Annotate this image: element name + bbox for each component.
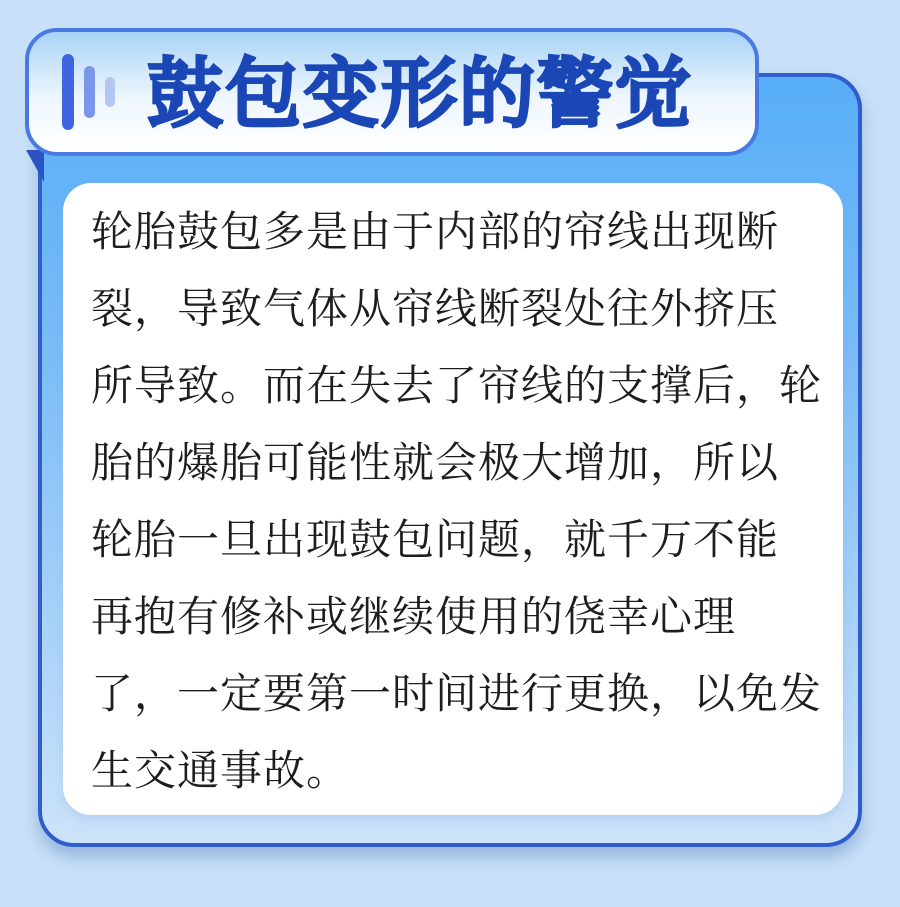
page-title: 鼓包变形的警觉 <box>147 52 693 137</box>
text-panel <box>63 183 843 815</box>
sound-bars-icon <box>62 32 115 152</box>
body-text-line: 了，一定要第一时间进行更换，以免发 <box>91 670 823 717</box>
title-banner <box>25 28 759 156</box>
body-text-line: 再抱有修补或继续使用的侥幸心理 <box>91 593 737 640</box>
body-text-line: 生交通事故。 <box>91 747 350 794</box>
sound-bar-short <box>105 77 115 107</box>
banner-fold-triangle <box>26 150 44 182</box>
sound-bar-tall <box>62 54 74 130</box>
body-text-line: 裂，导致气体从帘线断裂处往外挤压 <box>91 285 780 332</box>
body-text-line: 轮胎一旦出现鼓包问题，就千万不能 <box>91 516 780 563</box>
body-text-line: 胎的爆胎可能性就会极大增加，所以 <box>91 439 780 486</box>
sound-bar-medium <box>84 66 95 118</box>
body-text-line: 轮胎鼓包多是由于内部的帘线出现断 <box>91 208 780 255</box>
body-text-line: 所导致。而在失去了帘线的支撑后，轮 <box>91 362 823 409</box>
